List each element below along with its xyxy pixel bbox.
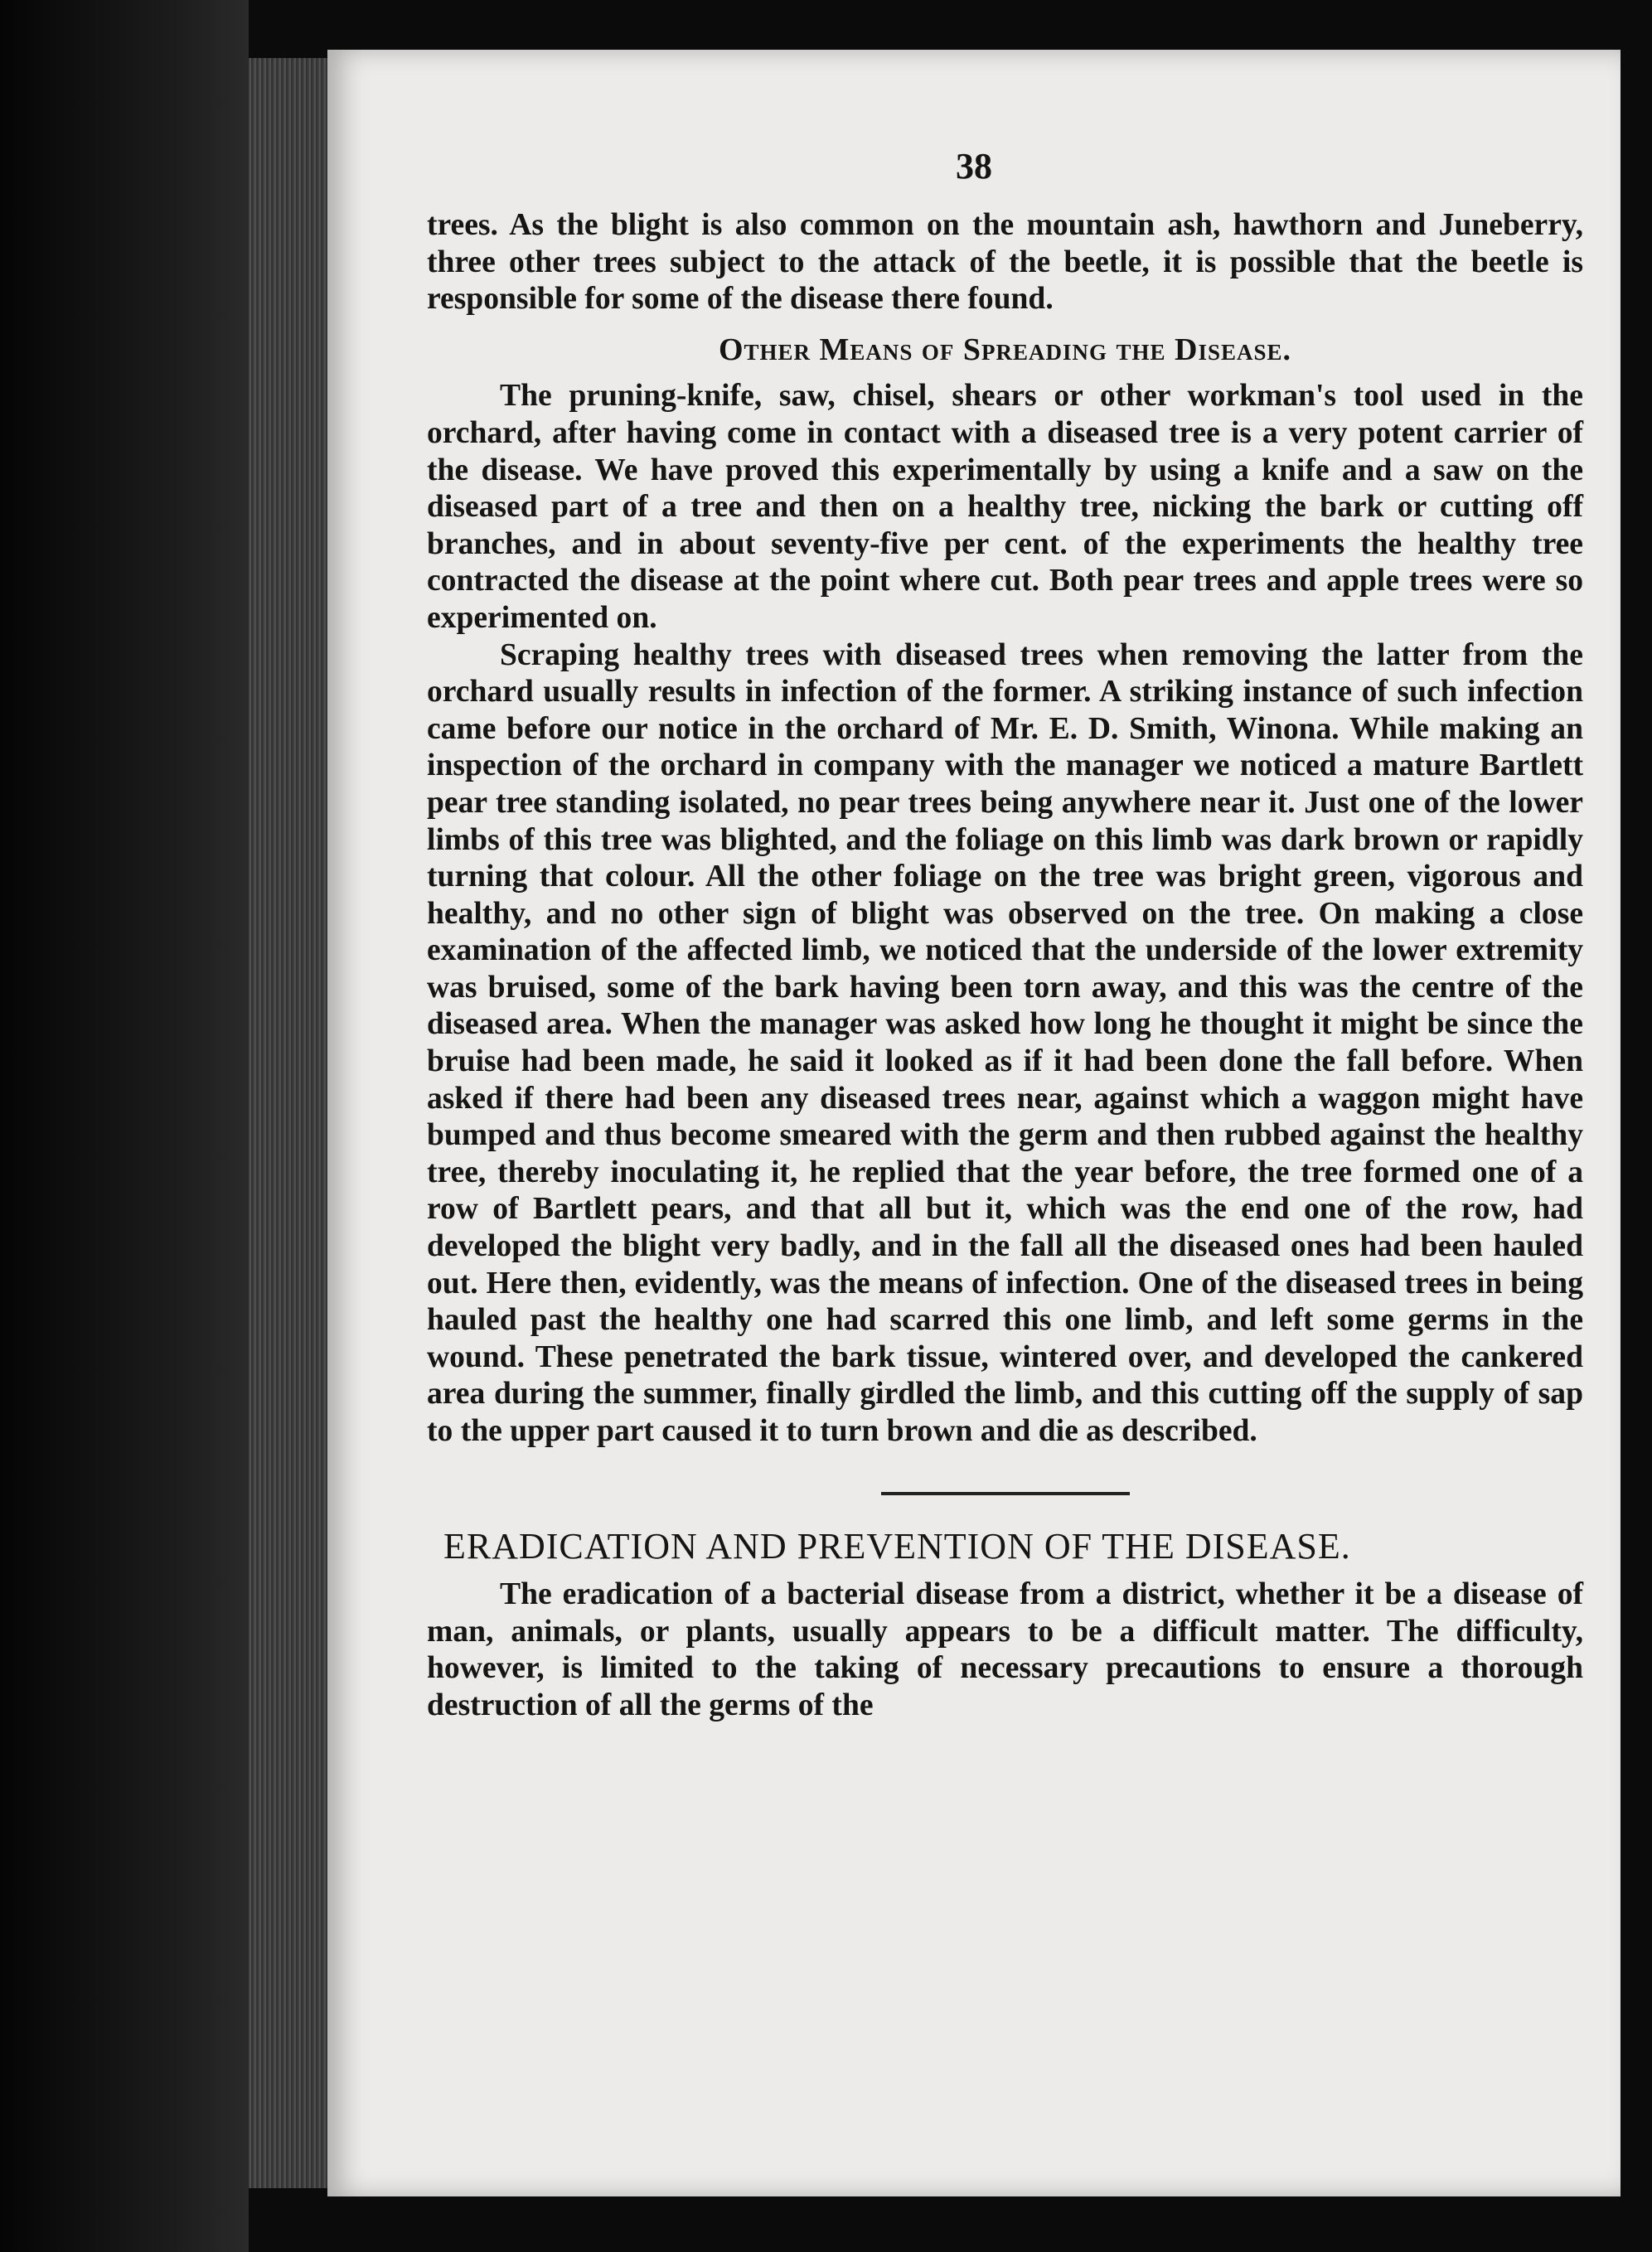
page-number: 38	[956, 146, 992, 186]
section-heading-other-means: Other Means of Spreading the Disease.	[718, 332, 1292, 367]
paragraph-pruning-tools: The pruning-knife, saw, chisel, shears or other workman's tool used in the orchard, after having come in contact with a diseased tree is a very potent carrier of the disease. We have proved this experimentally by using a knife and a saw on the diseased part of a tree and then on a healthy tree, nicking the bark or cutting off branches, and in about seventy-five per cent. of the experiments the healthy tree contracted the disease at the point where cut. Both pear trees and apple trees were so experimented on.	[427, 379, 1583, 635]
section-divider	[881, 1492, 1130, 1495]
chapter-heading-eradication: ERADICATION AND PREVENTION OF THE DISEASE.	[443, 1525, 1351, 1567]
page-text	[427, 207, 1583, 1725]
book-spine	[0, 0, 249, 2252]
paragraph-blight-beetle: trees. As the blight is also common on the mountain ash, hawthorn and Juneberry, three other trees subject to the attack of the beetle, it is possible that the beetle is responsible for some of the disease there found.	[427, 208, 1583, 317]
paragraph-eradication: The eradication of a bacterial disease from a district, whether it be a disease of man, animals, or plants, usually appears to be a difficult matter. The difficulty, however, is limited to the taking of necessary precautions to ensure a thorough destruction of all the germs of the	[427, 1577, 1583, 1722]
page-edges	[249, 58, 327, 2188]
book-page	[327, 50, 1621, 2196]
paragraph-scraping-trees: Scraping healthy trees with diseased trees when removing the latter from the orchard usually results in infection of the former. A striking instance of such infection came before our notice in the orchard of Mr. E. D. Smith, Winona. While making an inspection of the orchard in company with the manager we noticed a mature Bartlett pear tree standing isolated, no pear trees being anywhere near it. Just one of the lower limbs of this tree was blighted, and the foliage on this limb was dark brown or rapidly turning that colour. All the other foliage on the tree was bright green, vigorous and healthy, and no other sign of blight was observed on the tree. On making a close examination of the affected limb, we noticed that the underside of the lower extremity was bruised, some of the bark having been torn away, and this was the centre of the diseased area. When the manager was asked how long he thought it might be since the bruise had been made, he said it looked as if it had been done the fall before. When asked if there had been any diseased trees near, against which a waggon might have bumped and thus become smeared with the germ and then rubbed against the healthy tree, thereby inoculating it, he replied that the year before, the tree formed one of a row of Bartlett pears, and that all but it, which was the end one of the row, had developed the blight very badly, and in the fall all the diseased ones had been hauled out. Here then, evidently, was the means of infection. One of the diseased trees in being hauled past the healthy one had scarred this one limb, and left some germs in the wound. These penetrated the bark tissue, wintered over, and developed the cankered area during the summer, finally girdled the limb, and this cutting off the supply of sap to the upper part caused it to turn brown and die as described.	[427, 637, 1583, 1448]
